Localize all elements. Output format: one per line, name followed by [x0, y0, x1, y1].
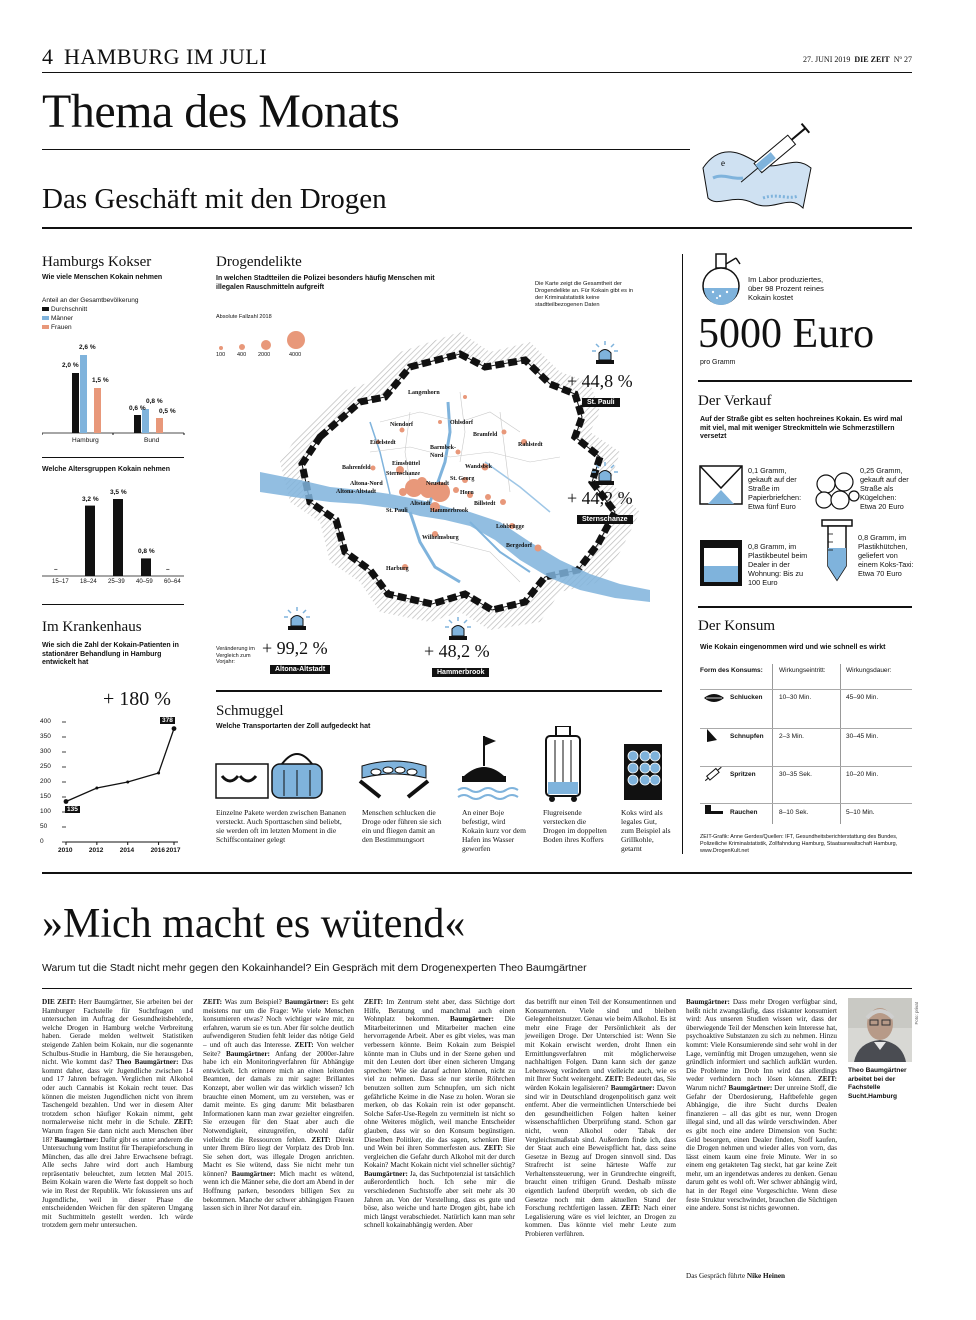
- portrait-photo: [848, 998, 912, 1062]
- hospital-change: + 180 %: [103, 688, 171, 710]
- vial-icon: [818, 518, 858, 582]
- schmuggel-item-3: An einer Boje befestigt, wird Kokain kurz vor dem Hafen ins Wasser geworfen: [462, 808, 526, 853]
- hospital-ylabel-6: 100: [40, 808, 51, 815]
- hospital-subtitle: Wie sich die Zahl der Kokain-Patienten in stationärer Behandlung in Hamburg entwickelt hat: [42, 642, 179, 666]
- hospital-start-label: 135: [67, 805, 78, 813]
- photo-credit: Foto: privat: [914, 1002, 919, 1025]
- scale-400: [239, 344, 245, 350]
- age-category-2: 25–39: [108, 579, 125, 585]
- verkauf-item-3: 0,8 Gramm, im Plastikbeutel beim Dealer in der Wohnung: Bis zu 100 Euro: [748, 542, 808, 587]
- delikte-section: [216, 254, 446, 320]
- hospital-xlabel-4: 2017: [166, 847, 181, 854]
- hospital-ylabel-8: 0: [40, 838, 44, 845]
- change-note: Veränderung im Vergleich zum Vorjahr:: [216, 646, 255, 665]
- verkauf-item-2: 0,25 Gramm, gekauft auf der Straße als Kügelchen: Etwa 20 Euro: [860, 466, 909, 511]
- district-labels: Langenhorn Niendorf Ohlsdorf Bramfeld Rahlstedt Barmbek-Nord Eidelstedt Eimsbüttel Sternschanze Bahrenfeld Wandsbek Altona-Nord Neustadt St. Georg Altona-Altstadt Horn St. Pauli Altstadt Billstedt Hammerbrook Lohbrügge Wilhelmsburg Bergedorf Harburg: [336, 390, 543, 572]
- age-label-4: –: [166, 566, 170, 573]
- age-label-2: 3,5 %: [110, 489, 127, 496]
- swallow-icon: [360, 761, 428, 797]
- konsum-table: Form des Konsums: Wirkungseintritt: Wirkungsdauer: Schlucken 10–30 Min. 45–90 Min. Schnupfen 2–3 Min. 30–45 Min. Spritzen 30–35 Sek. 10–20 Min. Rauchen 8–10 Sek. 5–10 Min.: [700, 664, 912, 834]
- bar-bund-f: [156, 418, 163, 433]
- kokser-chart: [42, 343, 192, 443]
- bar-bund-avg: [134, 415, 141, 433]
- price-value: 5000 Euro: [698, 311, 875, 357]
- section-title: HAMBURG IM JULI: [64, 44, 268, 69]
- hospital-ylabel-0: 400: [40, 718, 51, 725]
- schmuggel-item-2: Menschen schlucken die Droge oder führen sie sich ein und fliegen damit an den Bestimmungsort: [362, 808, 442, 844]
- charcoal-bag-icon: [624, 744, 662, 800]
- bananas-bag-icon: [216, 754, 322, 798]
- interview-col-1: DIE ZEIT: Herr Baumgärtner, Sie arbeiten bei der Hamburger Fachstelle für Suchtfragen und untersuchen im Auftrag der Gesundheitsbehörde, welche Drogen in Hamburg welche Verbreitung haben. Gerade melden weltweit Statistiken steigende Zahlen beim Kokain, nur die sogenannte Schulbus-Studie in Hamburg, die Sie herausgeben, nicht. Wie kommt das? Theo Baumgärtner: Das kommt daher, dass wir Jugendliche zwischen 14 und 17 Jahren befragen. Verglichen mit Alkohol oder auch Cannabis ist Kokain recht teuer. Das können die meisten Jugendlichen nicht von ihrem Taschengeld bezahlen. Und wer in diesem Alter trotzdem schon häufiger Kokain nimmt, geht normalerweise nicht mehr in die Schule. ZEIT: Warum fragen Sie dann nicht auch Menschen über 18? Baumgärtner: Dafür gibt es unter anderem die Untersuchung vom Institut für Therapieforschung in München, das alle drei Jahre Erwachsene befragt. Alle sechs Jahre wird dort auch Hamburg repräsentativ beleuchtet, zum letzten Mal 2015. Beim Kokain waren die Werte fast doppelt so hoch wie im Rest der Republik. Wir fokussieren uns auf Jugendliche, weil in dieser Phase die entscheidenden Weichen für den späteren Umgang mit Suchtmitteln gestellt werden. Ich würde trotzdem gern mehr untersuchen.: [42, 998, 193, 1230]
- interview-col-4: das betrifft nur einen Teil der Konsumentinnen und Konsumenten. Viele sind und bleiben Gelegenheitsnutzer. Genau wie beim Alkohol. Es ist mehr eine Frage der Persönlichkeit als der jeweiligen Droge. Der Unterschied ist: Wenn Sie mit Kokain erwischt werden, droht Ihnen ein Ermittlungsverfahren mit möglicherweise nachhaltigen Folgen. Dann kann sich der ganze Lebensweg verändern und vielleicht auch, wie es mit Ihrer Sucht weitergeht. ZEIT: Bedeutet das, Sie würden Kokain legalisieren? Baumgärtner: Davon sind wir in Deutschland drogenpolitisch ganz weit entfernt. Aber die vermeintlichen Unterschiede bei den gesundheitlichen Folgen halten keiner wissenschaftlichen Überprüfung stand. Schon gar nicht, wenn Alkohol oder Tabak der Vergleichsmaßstab sind. Außerdem finde ich, dass der Staat auch eine Beweispflicht hat, dass seine Gesetze in Bezug auf Drogen sinnvoll sind. Das Strafrecht ist seine härteste Waffe zur Verhaltenssteuerung, wer in Grundrechte eingreift, braucht einen triftigen Grund. Deshalb müsste eigentlich laufend überprüft werden, ob sich die Gesetze noch mit dem aktuellen Stand der Forschung rechtfertigen lassen. ZEIT: Nach einer Legalisierung wäre es viel leichter, an Drogen zu kommen. Das könnte viel mehr Leute zum Probieren verführen.: [525, 998, 677, 1239]
- envelope-icon: [698, 462, 744, 508]
- tag-hammerbrook: Hammerbrook: [432, 661, 489, 679]
- verkauf-item-4: 0,8 Gramm, im Plastikhütchen, geliefert von einem Koks-Taxi: Etwa 70 Euro: [858, 533, 914, 578]
- issue-info: 27. JUNI 2019 DIE ZEIT Nº 27: [803, 55, 912, 64]
- pipe-icon: [703, 803, 725, 817]
- hospital-xlabel-3: 2016: [150, 847, 166, 854]
- bar-hamburg-f: [94, 388, 101, 433]
- buoy-icon: [458, 736, 518, 799]
- hospital-title: Im Krankenhaus: [42, 619, 142, 635]
- hospital-section: [42, 619, 192, 668]
- delikte-subtitle: In welchen Stadtteilen die Polizei besonders häufig Menschen mit illegalen Rauschmitteln aufgreift: [216, 275, 435, 291]
- konsum-credit: ZEIT-Grafik: Anne Gerdes/Quellen: IFT, Gesundheitsberichterstattung des Bundes, Polizeiliche Kriminalstatistik, Zollfahndung Hamburg, Staatsanwaltschaft Hamburg, www.DrogenKult.net: [700, 834, 898, 854]
- siren-stpauli-icon: [590, 340, 620, 366]
- siren-sternschanze-icon: [590, 461, 620, 487]
- scale-100: [219, 346, 223, 350]
- bar-hamburg-avg: [72, 373, 79, 433]
- hospital-xlabel-0: 2010: [58, 847, 73, 854]
- schmuggel-title: Schmuggel: [216, 703, 284, 719]
- plastic-bag-icon: [698, 538, 744, 588]
- verkauf-item-1: 0,1 Gramm, gekauft auf der Straße im Papierbriefchen: Etwa fünf Euro: [748, 466, 802, 511]
- pellets-icon: [814, 470, 860, 510]
- svg-text:e: e: [721, 158, 725, 168]
- hospital-ylabel-2: 300: [40, 748, 51, 755]
- schmuggel-item-5: Koks wird als legales Gut, zum Beispiel als Grillkohle, getarnt: [621, 808, 671, 853]
- delikte-note: Die Karte zeigt die Gesamtheit der Drogendelikte an. Für Kokain gibt es in der Kriminalstatistik keine stadtteilbezogenen Daten: [535, 281, 634, 308]
- hospital-ylabel-4: 200: [40, 778, 51, 785]
- schmuggel-icons: [214, 726, 664, 804]
- interview-dek: Warum tut die Stadt nicht mehr gegen den Kokainhandel? Ein Gespräch mit dem Drogenexperten Theo Baumgärtner: [42, 962, 587, 974]
- pct-hammerbrook: + 48,2 %: [424, 641, 490, 661]
- mouth-icon: [703, 692, 725, 704]
- kokser-legend: Durchschnitt Männer Frauen: [42, 305, 192, 332]
- age-category-4: 60–64: [164, 579, 181, 585]
- siren-altona-icon: [282, 606, 312, 632]
- hospital-ylabel-7: 50: [40, 823, 48, 830]
- age-label-1: 3,2 %: [82, 495, 99, 503]
- schmuggel-subtitle: Welche Transportarten der Zoll aufgedeckt hat: [216, 723, 371, 730]
- hospital-end-label: 378: [162, 716, 173, 724]
- delikte-scale-title: Absolute Fallzahl 2018: [216, 314, 272, 320]
- tag-sternschanze: Sternschanze: [577, 508, 633, 526]
- thema-title: Thema des Monats: [42, 85, 400, 138]
- syringe-illustration: [693, 108, 833, 218]
- tag-stpauli: St. Pauli: [582, 391, 620, 409]
- kokser-legend-title: Anteil an der Gesamtbevölkerung: [42, 296, 139, 304]
- bar-hamburg-m: [80, 355, 87, 433]
- price-unit: pro Gramm: [700, 359, 736, 366]
- byline: Das Gespräch führte Nike Heinen: [686, 1272, 786, 1280]
- masthead: [42, 44, 912, 70]
- interview-col-2: ZEIT: Was zum Beispiel? Baumgärtner: Es geht meistens nur um die Frage: Wie viele Menschen konsumieren etwas? Noch wichtiger wäre mir, zu erfahren, warum sie es tun. Aber für solche deutlich aufwendigeren Studien fehlt leider das nötige Geld – und oft auch das Interesse. ZEIT: Von welcher Seite? Baumgärtner: Anfang der 2000er-Jahre habe ich ein Monitoringverfahren für Abhängige entwickelt. Ich erinnere mich an einen leitenden Beamten, der damals zu mir sagte: Brillantes Konzept, aber wollen wir das wirklich wissen? Ich brauchte einen Moment, um zu verstehen, was er damit meinte. Es ging darum: Mit belastbaren Informationen kann man zwar gezielter eingreifen. Sie erzeugen für den Staat aber auch die Notwendigkeit, einzugreifen, obwohl dafür vielleicht die Ressourcen fehlen. ZEIT: Direkt unter Ihrem Büro liegt der Vorplatz des Drob Inn. Sie sehen dort, was illegale Drogen anrichten. Macht es Sie wütend, dass Sie nicht mehr tun können? Baumgärtner: Mich macht es wütend, wenn ich die Männer sehe, die dort am Abend in der Hoffnung parken, besonders billigen Sex zu bekommen. Manche der schwer abhängigen Frauen lassen sich in ihrer Not darauf ein.: [203, 998, 355, 1213]
- siren-hammerbrook-icon: [443, 616, 473, 642]
- pct-sternschanze: + 44,2 %: [567, 488, 633, 508]
- age-category-1: 18–24: [80, 579, 97, 585]
- bar-bund-m: [142, 409, 149, 433]
- delikte-title: Drogendelikte: [216, 254, 302, 270]
- tag-altona: Altona-Altstadt: [270, 658, 330, 676]
- konsum-subtitle: Wie Kokain eingenommen wird und wie schnell es wirkt: [700, 644, 886, 651]
- age-category-3: 40–59: [136, 579, 153, 585]
- age-label-0: –: [54, 566, 58, 573]
- schmuggel-item-1: Einzelne Pakete werden zwischen Bananen versteckt. Auch Sporttaschen sind beliebt, sie werden oft im letzten Moment in die Schiffscontainer gelegt: [216, 808, 346, 844]
- verkauf-subtitle: Auf der Straße gibt es selten hochreines Kokain. Es wird mal mit viel, mal mit weniger Streckmitteln wie Schmerzstillern versetzt: [700, 416, 903, 440]
- photo-caption: Theo Baumgärtner arbeitet bei der Fachstelle Sucht.Hamburg: [848, 1067, 907, 1100]
- interview-col-5: Baumgärtner: Dass mehr Drogen verfügbar sind, heißt nicht zwangsläufig, dass riskanter konsumiert wird: Aus unseren Studien wissen wir, dass der überwiegende Teil der Menschen kein Interesse hat, psychoaktive Substanzen zu sich zu nehmen. Hinzu kommt: Viele Konsumierende sind sehr wohl in der Lage, vernünftig mit Drogen umzugehen, wenn sie gründlich informiert und sachlich aufklärt wurden. Die Probleme im Drob Inn wird das allerdings weder verhindern noch lösen können. ZEIT: Warum nicht? Baumgärtner: Der unreine Stoff, die Gefahr der Überdosierung, Haftbefehle gegen Abhängige, die ihre Sucht durchs Dealen finanzieren – all das gibt es nur, wenn Drogen illegal sind, und all das würde verschwinden. Aber es gibt noch eine andere Dimension von Sucht: Geld besorgen, einen Dealer finden, Stoff kaufen, die Drogen nehmen und wieder alles von vorn, das lässt einem kaum eine freie Minute. Wer in so einem eng getakteten Tag steckt, hat gar keine Zeit mehr, um an irgendetwas anderes zu denken. Genau darum geht es wohl oft. Wer schwer abhängig wird, hat in der Regel eine Vorgeschichte. Wenn diese feste Struktur verschwindet, brauchen die Süchtigen eine andere. Sonst ist nichts gewonnen.: [686, 998, 837, 1213]
- flask-icon: [698, 252, 744, 306]
- konsum-title: Der Konsum: [698, 618, 776, 634]
- age-title: Welche Altersgruppen Kokain nehmen: [42, 466, 170, 473]
- age-category-0: 15–17: [52, 579, 69, 585]
- hospital-labels: [40, 712, 190, 862]
- pct-altona: + 99,2 %: [262, 638, 328, 658]
- age-labels: [42, 480, 192, 590]
- hospital-ylabel-3: 250: [40, 763, 51, 770]
- age-label-3: 0,8 %: [138, 548, 155, 556]
- pct-stpauli: + 44,8 %: [567, 371, 633, 391]
- hospital-ylabel-1: 350: [40, 733, 51, 740]
- page-number: 4: [42, 44, 53, 69]
- nose-icon: [703, 728, 725, 744]
- headline: Das Geschäft mit den Drogen: [42, 183, 387, 215]
- suitcase-icon: [546, 726, 580, 802]
- syringe-small-icon: [703, 765, 725, 783]
- interview-title: »Mich macht es wütend«: [42, 901, 466, 947]
- hospital-xlabel-2: 2014: [119, 847, 135, 854]
- verkauf-title: Der Verkauf: [698, 393, 772, 409]
- schmuggel-item-4: Flugreisende verstecken die Drogen im doppelten Boden ihres Koffers: [543, 808, 607, 844]
- kokser-subtitle: Wie viele Menschen Kokain nehmen: [42, 274, 163, 281]
- hospital-xlabel-1: 2012: [88, 847, 104, 854]
- hospital-ylabel-5: 150: [40, 793, 51, 800]
- price-text: Im Labor produziertes, über 98 Prozent reines Kokain kostet: [748, 275, 824, 302]
- interview-col-3: ZEIT: Im Zentrum steht aber, dass Süchtige dort Hilfe, Beratung und manchmal auch einen Wohnplatz bekommen. Baumgärtner: Die Mitarbeiterinnen und Mitarbeiter machen eine hervorragende Arbeit. Aber es gibt vieles, was man verbessern könnte. Beim Kokain zum Beispiel könnte man in Clubs und in der Szene gehen und mit den Leuten dort über einen sicheren Umgang sprechen: Wie sie darauf achten können, nicht zu viel zu nehmen. Dass sie nur sterile Röhrchen benutzen sollten zum Schnupfen, um sich nicht gefährliche Keime in die Nase zu holen. Woran sie merken, ob das Kokain rein ist oder gepanscht. Solche Safer-Use-Regeln zu vermitteln ist nicht so ohne Weiteres möglich, weil manche Entscheider glauben, dass wir so den Konsum begünstigen. Dieselben Politiker, die das sagen, schenken Bier und Wein bei ihren Sommerfesten aus. ZEIT: Sie vergleichen die Gefahr durch Alkohol mit der durch Kokain? Macht Kokain nicht viel schneller süchtig? Baumgärtner: Ja, das Suchtpotenzial ist tatsächlich außerordentlich hoch. Ich sehe mir die verschiedenen Suchtstoffe aber seit mehr als 30 Jahren an. Von der Vorstellung, dass es gute und böse, also weiche und harte Drogen gibt, habe ich mich längst verabschiedet. Natürlich kann man sehr schnell kokainabhängig werden. Aber: [364, 998, 515, 1230]
- kokser-title: Hamburgs Kokser: [42, 254, 152, 270]
